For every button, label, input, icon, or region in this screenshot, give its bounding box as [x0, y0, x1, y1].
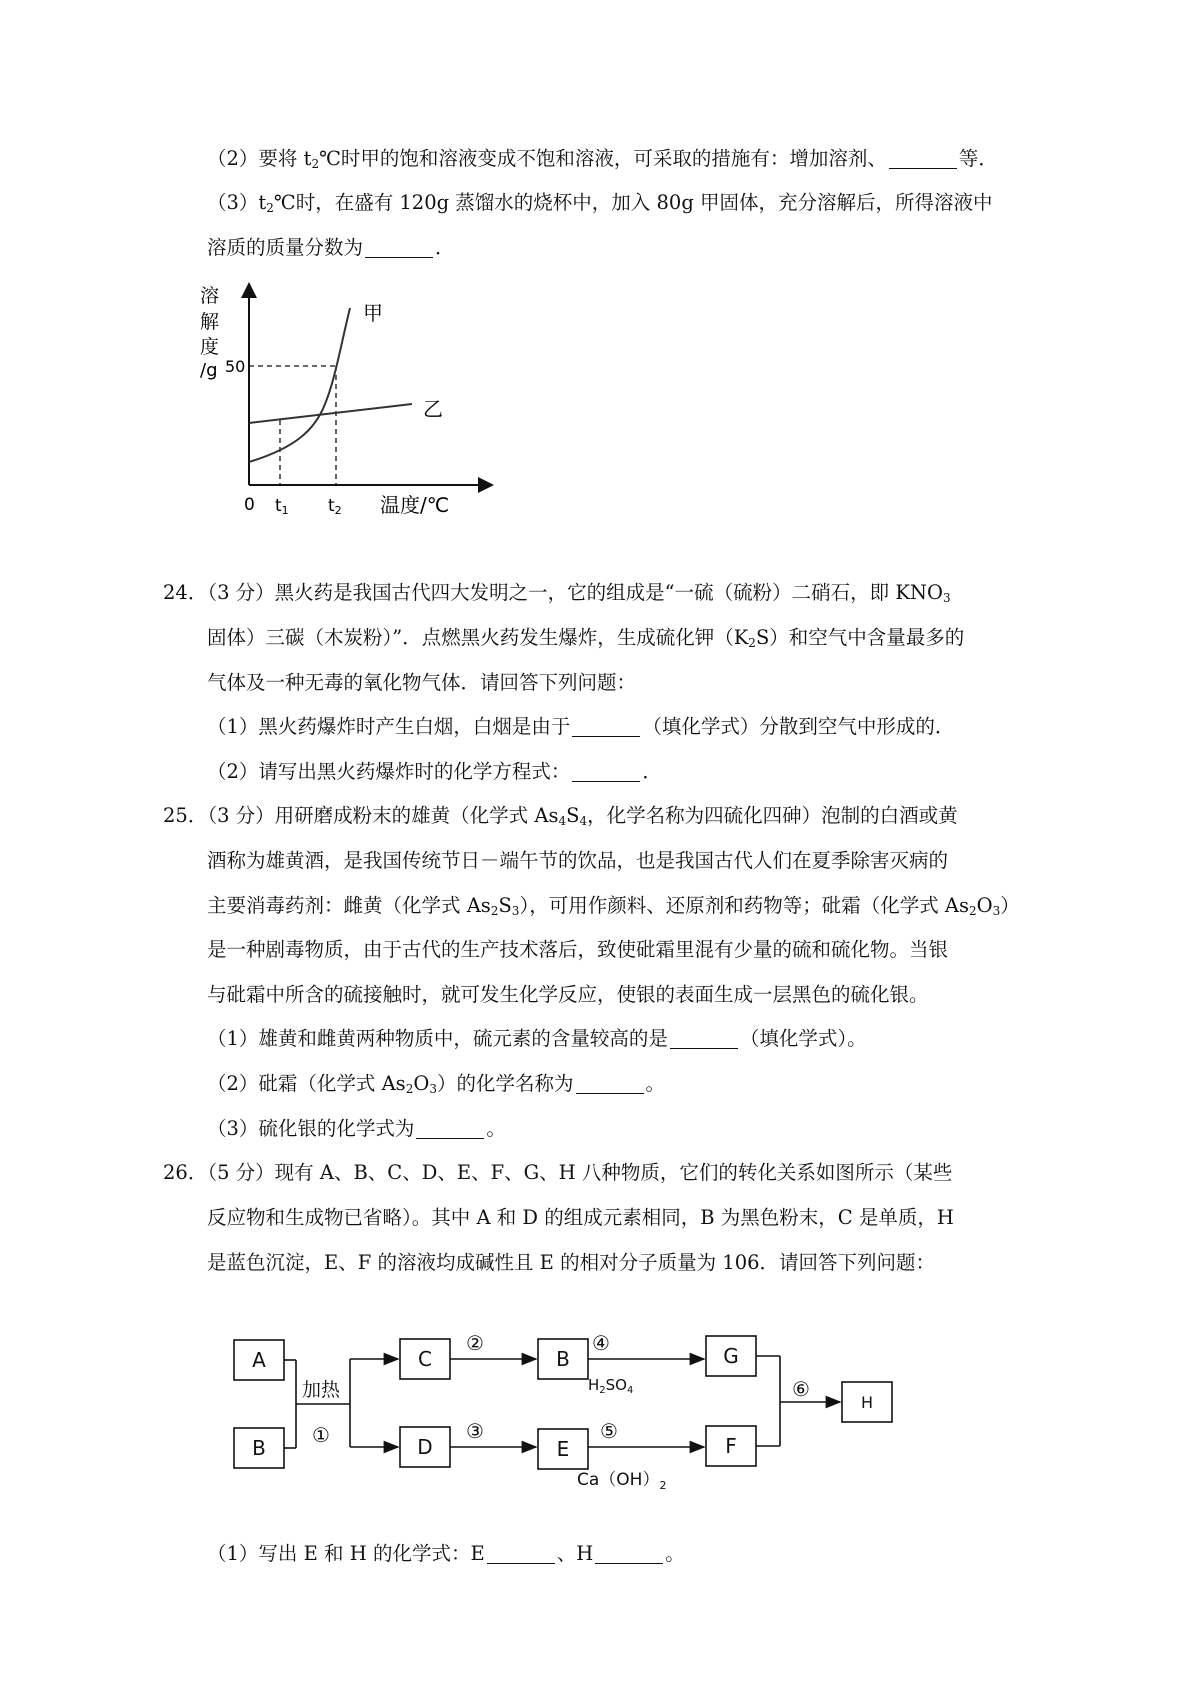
t1-label: t1	[275, 496, 289, 517]
q24-line2: 固体）三碳（木炭粉）”．点燃黑火药发生爆炸，生成硫化钾$(K_2S)$和空气中含量最多的	[207, 626, 965, 650]
h2so4-label: $H_2SO_4$	[588, 1376, 634, 1396]
q26-line2: 反应物和生成物已省略）。其中 A 和 D 的组成元素相同，B 为黑色粉末，C 是单质，H	[207, 1206, 954, 1229]
answer-blank[interactable]	[670, 1028, 738, 1049]
q24-line3: 气体及一种无毒的氧化物气体．请回答下列问题：	[207, 671, 637, 694]
caoh2-label: $Ca(OH)_2$	[577, 1470, 667, 1492]
reaction-diagram	[220, 1330, 980, 1530]
y-tick-50: 50	[225, 357, 246, 376]
step-3-label: ③	[466, 1419, 484, 1443]
answer-blank[interactable]	[365, 237, 433, 258]
step-5-label: ⑤	[600, 1419, 618, 1443]
box-e-label: E	[556, 1437, 570, 1461]
q25-line2: 酒称为雄黄酒，是我国传统节日－端午节的饮品，也是我国古代人们在夏季除害灭病的	[207, 849, 949, 872]
x-axis-label: 温度/℃	[380, 493, 450, 517]
solubility-graph	[200, 280, 500, 530]
q26-part1: （1）写出 E 和 H 的化学式：E 、H 。	[207, 1542, 685, 1565]
q26-line3: 是蓝色沉淀，E、F 的溶液均成碱性且 E 的相对分子质量为 106．请回答下列问题：	[207, 1251, 936, 1274]
q25-line1: 25．（3 分）用研磨成粉末的雄黄（化学式 $As_4S_4$，化学名称为四硫化四砷）泡制的白酒或黄	[163, 804, 958, 828]
t2-label: t2	[328, 496, 342, 517]
box-h-label: H	[860, 1393, 874, 1412]
q25-line4: 是一种剧毒物质，由于古代的生产技术落后，致使砒霜里混有少量的硫和硫化物。当银	[207, 938, 949, 961]
curve-jia	[249, 308, 350, 462]
step-2-label: ②	[466, 1331, 484, 1355]
curve-jia-label: 甲	[363, 301, 383, 325]
q24-part1: （1）黑火药爆炸时产生白烟，白烟是由于 （填化学式）分散到空气中形成的．	[207, 715, 955, 738]
q25-part2: （2）砒霜（化学式 $As_2O_3$）的化学名称为 。	[207, 1072, 666, 1096]
q24-line1: 24．（3 分）黑火药是我国古代四大发明之一，它的组成是“一硫（硫粉）二硝石，即 $KNO_3$	[163, 581, 951, 605]
q24-part2: （2）请写出黑火药爆炸时的化学方程式： ．	[207, 760, 662, 783]
q25-line3: 主要消毒药剂：雌黄（化学式 $As_2S_3$），可用作颜料、还原剂和药物等；砒霜（化学式 $As_2O_3$）	[207, 894, 1020, 918]
q23-part3-line2: 溶质的质量分数为 ．	[207, 236, 455, 259]
answer-blank[interactable]	[572, 716, 640, 737]
q25-part1: （1）雄黄和雌黄两种物质中，硫元素的含量较高的是 （填化学式）。	[207, 1027, 867, 1050]
box-b-mid-label: B	[556, 1347, 570, 1371]
box-d-label: D	[417, 1435, 433, 1459]
q26-line1: 26．（5 分）现有 A、B、C、D、E、F、G、H 八种物质，它们的转化关系如图所示（某些	[163, 1161, 953, 1184]
answer-blank-h[interactable]	[595, 1543, 663, 1564]
step-4-label: ④	[592, 1331, 610, 1355]
line-yi	[249, 404, 412, 423]
y-label-4: /g	[200, 360, 218, 381]
origin-label: 0	[244, 495, 255, 515]
answer-blank-e[interactable]	[487, 1543, 555, 1564]
y-label-1: 溶	[200, 285, 220, 307]
q23-part2: （2）要将 $t_2℃$时甲的饱和溶液变成不饱和溶液，可采取的措施有：增加溶剂、 等．	[207, 147, 998, 171]
y-label-3: 度	[200, 336, 220, 358]
box-b-left-label: B	[252, 1436, 266, 1460]
line-yi-label: 乙	[423, 397, 443, 421]
box-f-label: F	[725, 1434, 737, 1458]
answer-blank[interactable]	[576, 1073, 644, 1094]
box-c-label: C	[418, 1347, 432, 1371]
answer-blank[interactable]	[572, 761, 640, 782]
q23-part3-line1: $(3)t_2℃$时，在盛有 120g 蒸馏水的烧杯中，加入 80g 甲固体，充分溶解后，所得溶液中	[207, 191, 993, 215]
heat-label: 加热	[302, 1379, 341, 1401]
q25-part3: （3）硫化银的化学式为 。	[207, 1117, 506, 1140]
y-label-2: 解	[200, 311, 220, 333]
answer-blank[interactable]	[416, 1118, 484, 1139]
answer-blank[interactable]	[889, 148, 957, 169]
step-1-label: ①	[312, 1423, 330, 1447]
box-g-label: G	[723, 1344, 739, 1368]
step-6-label: ⑥	[792, 1377, 810, 1401]
q25-line5: 与砒霜中所含的硫接触时，就可发生化学反应，使银的表面生成一层黑色的硫化银。	[207, 983, 929, 1006]
box-a-label: A	[252, 1348, 266, 1372]
